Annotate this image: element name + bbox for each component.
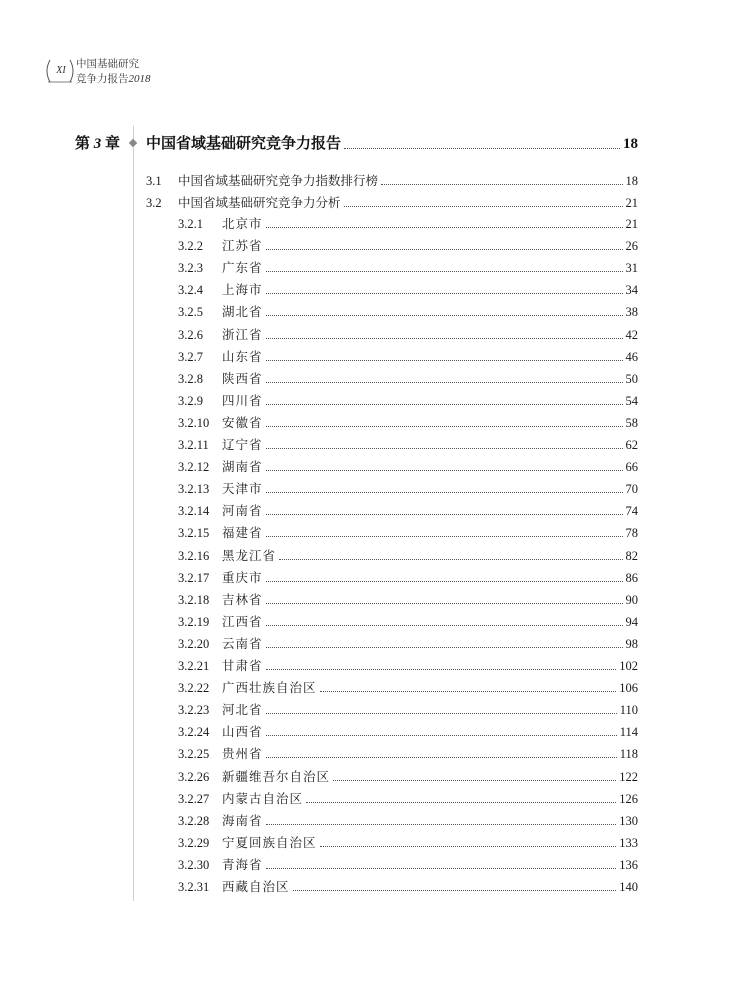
toc-subsection-title: 云南省 (222, 635, 263, 651)
toc-subsection-title: 江西省 (222, 613, 263, 629)
toc-subsection-entry[interactable] (178, 568, 638, 586)
toc-subsection-page: 118 (619, 747, 638, 762)
dot-leader (266, 734, 617, 736)
dot-leader (266, 469, 623, 471)
dot-leader (344, 147, 620, 149)
toc-subsection-entry[interactable] (178, 546, 638, 564)
toc-subsection-page: 106 (619, 681, 638, 696)
toc-subsection-title: 北京市 (222, 216, 263, 231)
toc-subsection-title: 西藏自治区 (222, 879, 290, 894)
toc-subsection-entry[interactable] (178, 369, 638, 387)
dot-leader (266, 447, 623, 449)
toc-subsection-number: 3.2.8 (178, 371, 203, 386)
toc-subsection-entry[interactable] (178, 258, 638, 276)
header-book-title-line2 (76, 71, 151, 86)
toc-subsection-title: 河北省 (222, 702, 263, 718)
toc-subsection-number: 3.2.17 (178, 570, 210, 585)
toc-subsection-entry[interactable] (178, 523, 638, 541)
toc-subsection-title: 天津市 (222, 481, 263, 497)
toc-subsection-title: 新疆维吾尔自治区 (222, 768, 331, 784)
toc-section-title: 中国省域基础研究竞争力分析 (178, 195, 341, 210)
toc-subsection-page: 78 (625, 526, 638, 541)
dot-leader (266, 867, 617, 869)
toc-subsection-number: 3.2.15 (178, 526, 210, 541)
toc-subsection-title: 宁夏回族自治区 (222, 834, 317, 850)
toc-subsection-page: 110 (619, 703, 638, 718)
toc-subsection-number: 3.2.31 (178, 880, 210, 894)
toc-subsection-entry[interactable] (178, 214, 638, 232)
chapter-label-number: 3 (93, 136, 102, 152)
dot-leader (266, 602, 623, 604)
toc-subsection-title: 黑龙江省 (222, 547, 277, 563)
chapter-label-prefix: 第 (75, 136, 91, 152)
header-book-title-line2-text: 竞争力报告 (76, 73, 129, 85)
toc-subsection-entry[interactable] (178, 325, 638, 343)
dot-leader (266, 314, 623, 316)
toc-subsection-page: 31 (625, 261, 638, 276)
toc-subsection-page: 98 (625, 636, 638, 651)
toc-subsection-entry[interactable] (178, 744, 638, 762)
toc-subsection-number: 3.2.25 (178, 747, 210, 762)
toc-section-number: 3.2 (146, 196, 162, 210)
dot-leader (266, 359, 623, 361)
toc-subsection-title: 河南省 (222, 503, 263, 519)
toc-subsection-number: 3.2.26 (178, 769, 210, 784)
toc-subsection-number: 3.2.29 (178, 835, 210, 850)
chapter-diamond-icon (129, 139, 137, 147)
toc-subsection-entry[interactable] (178, 479, 638, 497)
toc-subsection-page: 54 (625, 393, 638, 408)
toc-section-entry[interactable] (146, 171, 638, 189)
toc-subsection-entry[interactable] (178, 280, 638, 298)
toc-subsection-page: 70 (625, 482, 638, 497)
toc-subsection-number: 3.2.12 (178, 460, 210, 475)
toc-subsection-page: 42 (625, 327, 638, 342)
toc-subsection-entry[interactable] (178, 877, 638, 895)
toc-subsection-title: 青海省 (222, 856, 263, 872)
toc-subsection-title: 山东省 (222, 348, 263, 364)
toc-subsection-number: 3.2.14 (178, 504, 210, 519)
toc-subsection-title: 甘肃省 (222, 658, 263, 673)
toc-subsection-entry[interactable] (178, 722, 638, 740)
toc-subsection-number: 3.2.27 (178, 791, 210, 806)
toc-subsection-entry[interactable] (178, 678, 638, 696)
toc-subsection-number: 3.2.5 (178, 305, 203, 320)
dot-leader (293, 889, 617, 891)
toc-subsection-entry[interactable] (178, 634, 638, 652)
toc-subsection-title: 湖北省 (222, 304, 263, 320)
dot-leader (266, 646, 623, 648)
toc-subsection-page: 86 (625, 570, 638, 585)
toc-subsection-title: 浙江省 (222, 326, 263, 342)
toc-subsection-title: 安徽省 (222, 414, 263, 430)
toc-subsection-title: 山西省 (222, 724, 263, 740)
toc-section-entry[interactable] (146, 193, 638, 211)
toc-chapter-entry[interactable] (146, 132, 638, 153)
dot-leader (266, 248, 623, 250)
toc-subsection-entry[interactable] (178, 590, 638, 608)
dot-leader (266, 624, 623, 626)
toc-subsection-number: 3.2.2 (178, 239, 203, 254)
dot-leader (279, 558, 622, 560)
toc-subsection-title: 吉林省 (222, 591, 263, 607)
toc-subsection-page: 58 (625, 415, 638, 430)
toc-subsection-page: 82 (625, 548, 638, 563)
toc-subsection-entry[interactable] (178, 457, 638, 475)
dot-leader (266, 337, 623, 339)
toc-section-page: 18 (625, 174, 638, 188)
toc-subsection-title: 辽宁省 (222, 437, 263, 452)
dot-leader (266, 226, 623, 228)
dot-leader (320, 690, 617, 692)
toc-subsection-page: 114 (619, 725, 638, 740)
toc-subsection-page: 122 (619, 769, 638, 784)
toc-subsection-entry[interactable] (178, 391, 638, 409)
toc-subsection-entry[interactable] (178, 302, 638, 320)
dot-leader (266, 756, 617, 758)
dot-leader (266, 425, 623, 427)
toc-subsection-entry[interactable] (178, 501, 638, 519)
header-year: 2018 (128, 73, 151, 85)
toc-subsection-entry[interactable] (178, 767, 638, 785)
toc-subsection-title: 湖南省 (222, 459, 263, 475)
dot-leader (266, 381, 623, 383)
toc-subsection-title: 江苏省 (222, 238, 263, 254)
toc-subsection-number: 3.2.13 (178, 482, 210, 497)
toc-subsection-number: 3.2.3 (178, 261, 203, 276)
toc-subsection-page: 140 (619, 880, 638, 894)
toc-subsection-page: 102 (619, 659, 638, 673)
toc-subsection-title: 贵州省 (222, 746, 263, 762)
dot-leader (266, 292, 623, 294)
toc-subsection-entry[interactable] (178, 347, 638, 365)
toc-subsection-page: 26 (625, 239, 638, 254)
toc-section-title: 中国省域基础研究竞争力指数排行榜 (178, 173, 379, 188)
toc-subsection-page: 34 (625, 283, 638, 298)
toc-subsection-entry[interactable] (178, 811, 638, 829)
toc-subsection-entry[interactable] (178, 833, 638, 851)
toc-subsection-title: 广东省 (222, 260, 263, 276)
toc-subsection-entry[interactable] (178, 413, 638, 431)
toc-section-number: 3.1 (146, 174, 162, 188)
toc-subsection-page: 50 (625, 371, 638, 386)
toc-subsection-page: 46 (625, 349, 638, 364)
toc-subsection-page: 130 (619, 813, 638, 828)
toc-subsection-number: 3.2.19 (178, 614, 210, 629)
toc-chapter-page: 18 (623, 136, 638, 152)
toc-subsection-number: 3.2.24 (178, 725, 210, 740)
toc-subsection-number: 3.2.22 (178, 681, 210, 696)
toc-subsection-number: 3.2.16 (178, 548, 210, 563)
dot-leader (266, 712, 617, 714)
toc-subsection-title: 四川省 (222, 392, 263, 408)
toc-subsection-title: 重庆市 (222, 569, 263, 585)
toc-subsection-number: 3.2.6 (178, 327, 203, 342)
dot-leader (266, 491, 623, 493)
toc-subsection-entry[interactable] (178, 236, 638, 254)
toc-chapter-title: 中国省域基础研究竞争力报告 (146, 134, 342, 152)
toc-subsection-title: 上海市 (222, 282, 263, 298)
toc-subsection-number: 3.2.11 (178, 438, 209, 452)
toc-subsection-entry[interactable] (178, 435, 638, 453)
dot-leader (266, 580, 623, 582)
toc-subsection-page: 74 (625, 504, 638, 519)
toc-subsection-page: 38 (625, 305, 638, 320)
dot-leader (320, 845, 617, 847)
toc-subsection-number: 3.2.21 (178, 659, 210, 673)
page-numeral: XI (56, 65, 66, 76)
chapter-label-suffix: 章 (105, 136, 121, 152)
toc-subsection-page: 21 (625, 217, 638, 231)
dot-leader (333, 779, 616, 781)
toc-subsection-number: 3.2.9 (178, 393, 203, 408)
toc-subsection-page: 126 (619, 791, 638, 806)
toc-subsection-number: 3.2.20 (178, 636, 210, 651)
toc-subsection-title: 福建省 (222, 525, 263, 541)
toc-subsection-page: 133 (619, 835, 638, 850)
toc-subsection-page: 66 (625, 460, 638, 475)
toc-subsection-entry[interactable] (178, 855, 638, 873)
dot-leader (381, 183, 622, 185)
header-book-title-line1: 中国基础研究 (76, 58, 139, 70)
vertical-divider (133, 126, 134, 901)
toc-section-page: 21 (625, 196, 638, 210)
toc-subsection-entry[interactable] (178, 612, 638, 630)
dot-leader (266, 403, 623, 405)
toc-subsection-entry[interactable] (178, 700, 638, 718)
toc-subsection-number: 3.2.18 (178, 592, 210, 607)
toc-subsection-title: 海南省 (222, 812, 263, 828)
toc-subsection-title: 广西壮族自治区 (222, 680, 317, 696)
toc-subsection-page: 136 (619, 857, 638, 872)
toc-subsection-title: 陕西省 (222, 370, 263, 386)
dot-leader (266, 668, 617, 670)
dot-leader (266, 513, 623, 515)
toc-subsection-number: 3.2.30 (178, 857, 210, 872)
chapter-label (75, 132, 125, 153)
toc-subsection-title: 内蒙古自治区 (222, 790, 304, 806)
toc-subsection-number: 3.2.1 (178, 217, 203, 231)
dot-leader (266, 535, 623, 537)
dot-leader (266, 823, 617, 825)
dot-leader (344, 205, 623, 207)
toc-subsection-number: 3.2.28 (178, 813, 210, 828)
toc-subsection-number: 3.2.4 (178, 283, 203, 298)
toc-subsection-page: 90 (625, 592, 638, 607)
toc-subsection-page: 94 (625, 614, 638, 629)
toc-subsection-entry[interactable] (178, 789, 638, 807)
dot-leader (306, 801, 616, 803)
toc-subsection-number: 3.2.23 (178, 703, 210, 718)
toc-subsection-page: 62 (625, 438, 638, 452)
dot-leader (266, 270, 623, 272)
toc-subsection-entry[interactable] (178, 656, 638, 674)
toc-subsection-number: 3.2.10 (178, 415, 210, 430)
page-number-badge (48, 60, 74, 82)
running-header (48, 52, 208, 86)
toc-subsection-number: 3.2.7 (178, 349, 203, 364)
